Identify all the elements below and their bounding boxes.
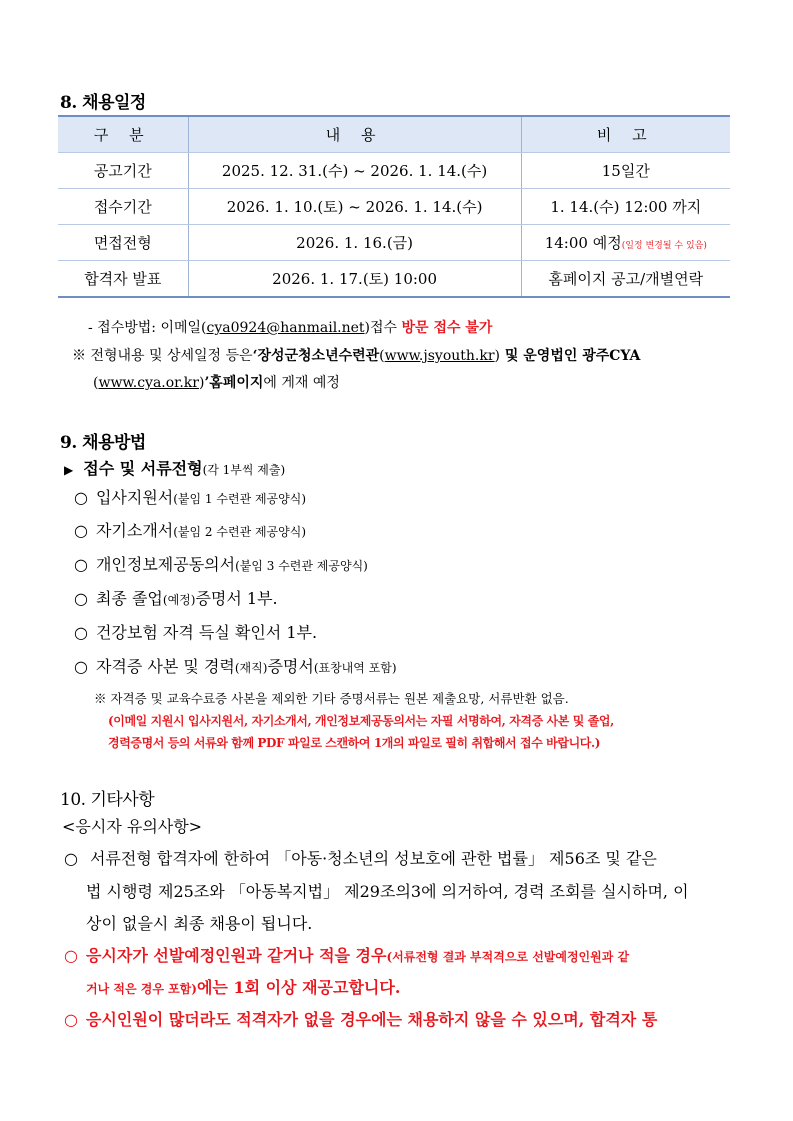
list-item — [74, 654, 397, 677]
p1-text: 서류전형 합격자에 한하여 「아동·청소년의 성보호에 관한 법률」 제56조 및 같은 — [89, 849, 657, 868]
schedule-table — [58, 115, 730, 298]
section-8-title: 8. 채용일정 — [60, 93, 146, 113]
list-item — [74, 485, 306, 508]
table-row — [58, 225, 730, 261]
circle-bullet-icon: ○ — [74, 555, 88, 574]
sub-heading-docs — [64, 456, 285, 479]
circle-bullet-icon: ○ — [64, 849, 78, 868]
docs-note-1: ※ 자격증 및 교육수료증 사본을 제외한 기타 증명서류는 원본 제출요망, 서류반환 없음. — [94, 691, 569, 706]
item-text: 자기소개서 — [95, 521, 174, 540]
triangle-marker-icon: ▶ — [64, 463, 74, 477]
row-label: 공고기간 — [58, 153, 188, 189]
p2-line2-small: 거나 적은 경우 포함) — [86, 982, 197, 996]
docs-note-2-line-1: (이메일 지원시 입사지원서, 자기소개서, 개인정보제공동의서는 자필 서명하여, 자격증 사본 및 졸업, — [108, 714, 614, 728]
notice-end: 에 게재 예정 — [263, 375, 340, 391]
table-header-row — [58, 116, 730, 153]
table-row — [58, 261, 730, 298]
notice-home: ’홈페이지 — [204, 375, 264, 391]
list-item — [74, 518, 306, 541]
notice-url2-close: ) — [198, 375, 205, 391]
row-note: 홈페이지 공고/개별연락 — [521, 261, 730, 298]
item-tail: 증명서 1부. — [195, 589, 278, 608]
item-small-2: (표창내역 포함) — [313, 661, 397, 675]
row-note-small: (일정 변경될 수 있음) — [621, 241, 707, 251]
item-text: 최종 졸업 — [95, 589, 163, 608]
circle-bullet-icon: ○ — [64, 946, 78, 965]
applicant-notes-title: <응시자 유의사항> — [62, 817, 203, 836]
item-small: (붙임 1 수련관 제공양식) — [173, 492, 307, 506]
docs-note-2-line-2: 경력증명서 등의 서류와 함께 PDF 파일로 스캔하여 1개의 파일로 필히 취합해서 접수 바랍니다.) — [108, 736, 601, 750]
row-label: 접수기간 — [58, 189, 188, 225]
paragraph-3-line-1 — [64, 1007, 657, 1030]
table-row — [58, 189, 730, 225]
p2-main: 응시자가 선발예정인원과 같거나 적을 경우 — [85, 946, 387, 965]
p2-line2-main: 에는 1회 이상 재공고합니다. — [196, 978, 401, 997]
row-note — [521, 225, 730, 261]
list-item — [74, 620, 317, 643]
item-text: 자격증 사본 및 경력 — [95, 657, 235, 676]
item-small: (예정) — [162, 593, 196, 607]
row-content: 2025. 12. 31.(수) ~ 2026. 1. 14.(수) — [188, 153, 521, 189]
row-content: 2026. 1. 16.(금) — [188, 225, 521, 261]
p2-small: (서류전형 결과 부적격으로 선발예정인원과 같 — [386, 950, 630, 964]
item-small: (재직) — [234, 661, 268, 675]
notice-org1: ‘장성군청소년수련관 — [252, 348, 380, 364]
circle-bullet-icon: ○ — [74, 521, 88, 540]
notice-url1-open: ( — [379, 348, 385, 364]
paragraph-1-line-1 — [64, 846, 657, 869]
circle-bullet-icon: ○ — [74, 488, 88, 507]
method-warning: 방문 접수 불가 — [401, 320, 493, 336]
header-content: 내 용 — [188, 116, 521, 153]
paragraph-2-line-2 — [86, 975, 400, 998]
apply-method-line — [88, 317, 492, 337]
item-small: (붙임 3 수련관 제공양식) — [235, 559, 368, 573]
paragraph-1-line-2: 법 시행령 제25조와 「아동복지법」 제29조의3에 의거하여, 경력 조회를 실시하며, 이 — [86, 882, 689, 901]
sub-title: 접수 및 서류전형 — [83, 459, 203, 478]
email-link[interactable]: cya0924@hanmail.net — [206, 320, 365, 336]
row-note-main: 14:00 예정 — [544, 234, 622, 252]
list-item — [74, 586, 278, 609]
row-label: 합격자 발표 — [58, 261, 188, 298]
table-row — [58, 153, 730, 189]
row-label: 면접전형 — [58, 225, 188, 261]
p3-text: 응시인원이 많더라도 적격자가 없을 경우에는 채용하지 않을 수 있으며, 합격자 통 — [85, 1010, 658, 1029]
section-10-title: 10. 기타사항 — [60, 790, 155, 810]
section-9-title: 9. 채용방법 — [60, 433, 146, 453]
circle-bullet-icon: ○ — [74, 657, 88, 676]
circle-bullet-icon: ○ — [74, 589, 88, 608]
circle-bullet-icon: ○ — [74, 623, 88, 642]
row-note: 15일간 — [521, 153, 730, 189]
jsyouth-link[interactable]: www.jsyouth.kr — [384, 348, 495, 364]
row-content: 2026. 1. 10.(토) ~ 2026. 1. 14.(수) — [188, 189, 521, 225]
item-small: (붙임 2 수련관 제공양식) — [173, 525, 307, 539]
item-tail: 증명서 — [267, 657, 314, 676]
notice-line-1 — [72, 345, 640, 365]
sub-note: (각 1부씩 제출) — [202, 463, 286, 477]
method-suffix: )접수 — [364, 320, 402, 336]
header-note: 비 고 — [521, 116, 730, 153]
paragraph-2-line-1 — [64, 943, 629, 966]
item-text: 입사지원서 — [95, 488, 174, 507]
notice-line-2 — [93, 372, 340, 392]
notice-url1-close: ) — [494, 348, 500, 364]
row-note: 1. 14.(수) 12:00 까지 — [521, 189, 730, 225]
row-content: 2026. 1. 17.(토) 10:00 — [188, 261, 521, 298]
list-item — [74, 552, 368, 575]
cya-link[interactable]: www.cya.or.kr — [98, 375, 199, 391]
item-text: 건강보험 자격 득실 확인서 1부. — [95, 623, 318, 642]
header-category: 구 분 — [58, 116, 188, 153]
paragraph-1-line-3: 상이 없을시 최종 채용이 됩니다. — [86, 914, 313, 933]
notice-url2-open: ( — [93, 375, 99, 391]
notice-prefix: ※ 전형내용 및 상세일정 등은 — [72, 348, 253, 364]
notice-and: 및 운영법인 광주CYA — [500, 348, 641, 364]
method-prefix: - 접수방법: 이메일( — [88, 320, 207, 336]
item-text: 개인정보제공동의서 — [95, 555, 236, 574]
circle-bullet-icon: ○ — [64, 1010, 78, 1029]
